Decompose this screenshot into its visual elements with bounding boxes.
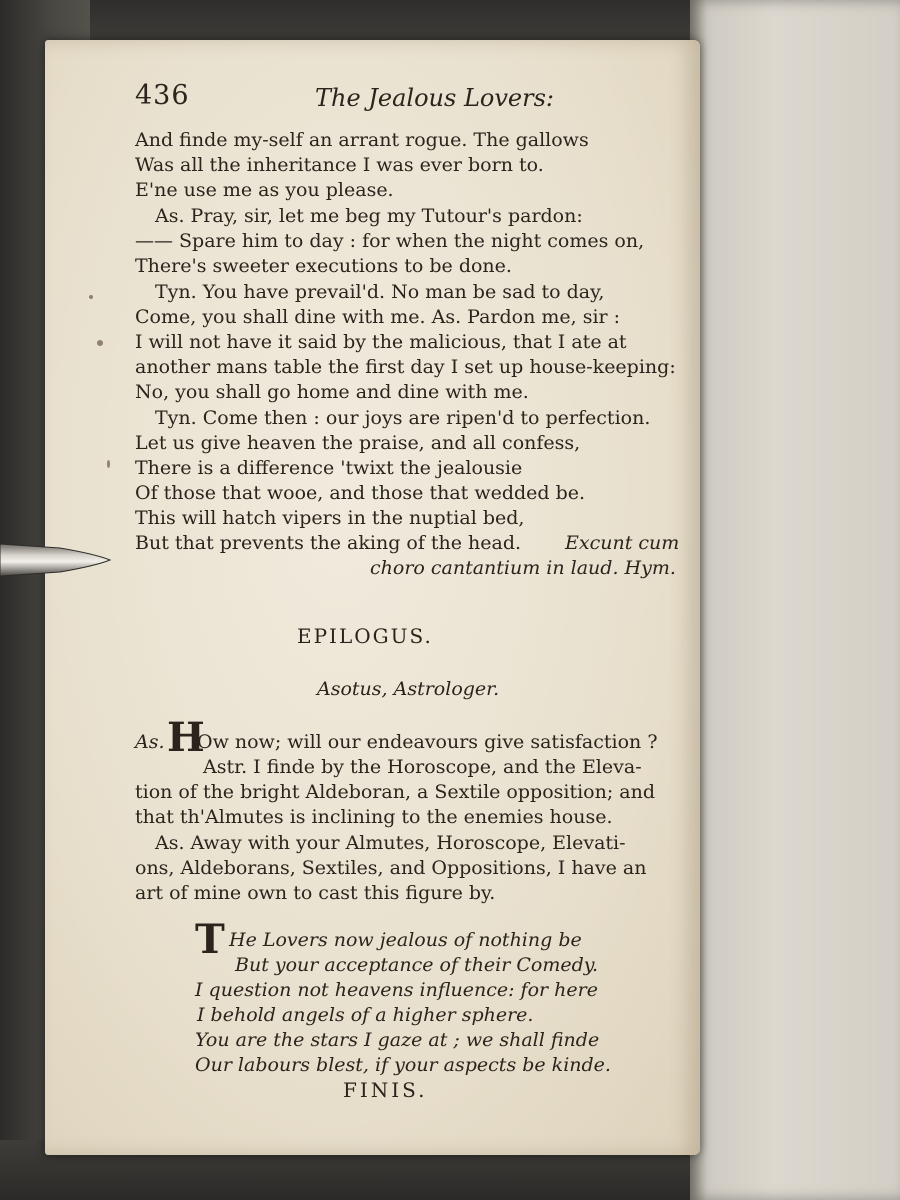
page-header bbox=[135, 80, 605, 120]
metal-page-weight bbox=[0, 538, 112, 582]
play-line: This will hatch vipers in the nuptial bed, bbox=[135, 507, 525, 529]
paper-speck bbox=[107, 460, 110, 468]
page-number: 436 bbox=[135, 80, 190, 111]
play-line: There's sweeter executions to be done. bbox=[135, 255, 512, 277]
paper-speck bbox=[97, 340, 103, 346]
play-line: There is a difference 'twixt the jealousie bbox=[135, 457, 523, 479]
play-line: —— Spare him to day : for when the night comes on, bbox=[135, 230, 645, 252]
play-line: And finde my-self an arrant rogue. The gallows bbox=[135, 129, 589, 151]
facing-pages-edge bbox=[690, 0, 900, 1200]
epilogue-line: that th'Almutes is inclining to the enemies house. bbox=[135, 806, 613, 828]
drop-cap: H bbox=[167, 714, 205, 761]
play-line: No, you shall go home and dine with me. bbox=[135, 381, 529, 403]
epilogue-line: ons, Aldeborans, Sextiles, and Oppositions, I have an bbox=[135, 857, 647, 879]
speaker-label: As. bbox=[135, 731, 165, 753]
play-line: I will not have it said by the malicious, that I ate at bbox=[135, 331, 627, 353]
epilogue-persons: Asotus, Astrologer. bbox=[317, 678, 500, 700]
play-line: E'ne use me as you please. bbox=[135, 179, 394, 201]
epilogue-line: art of mine own to cast this figure by. bbox=[135, 882, 496, 904]
epilogue-line: Astr. I finde by the Horoscope, and the Eleva- bbox=[203, 756, 642, 778]
epilogue-line: tion of the bright Aldeboran, a Sextile opposition; and bbox=[135, 781, 656, 803]
epilogue-line: Ow now; will our endeavours give satisfaction ? bbox=[197, 731, 658, 753]
verse-line: But your acceptance of their Comedy. bbox=[235, 954, 599, 976]
play-line: Let us give heaven the praise, and all confess, bbox=[135, 432, 581, 454]
epilogue-heading: EPILOGUS. bbox=[297, 624, 433, 648]
verse-line: Our labours blest, if your aspects be kinde. bbox=[195, 1054, 611, 1076]
play-line: But that prevents the aking of the head. bbox=[135, 532, 522, 554]
verse-line: I behold angels of a higher sphere. bbox=[197, 1004, 534, 1026]
play-line: As. Pray, sir, let me beg my Tutour's pardon: bbox=[155, 205, 583, 227]
stage-direction: Excunt cum bbox=[565, 532, 680, 554]
verse-line: You are the stars I gaze at ; we shall finde bbox=[195, 1029, 600, 1051]
book-page bbox=[45, 40, 700, 1155]
play-line: Tyn. Come then : our joys are ripen'd to perfection. bbox=[155, 407, 651, 429]
play-line: Was all the inheritance I was ever born to. bbox=[135, 154, 544, 176]
finis-label: FINIS. bbox=[343, 1078, 428, 1102]
play-line: Come, you shall dine with me. As. Pardon me, sir : bbox=[135, 306, 621, 328]
verse-line: I question not heavens influence: for here bbox=[195, 979, 598, 1001]
play-line: another mans table the first day I set up house-keeping: bbox=[135, 356, 676, 378]
play-line: Tyn. You have prevail'd. No man be sad to day, bbox=[155, 281, 605, 303]
epilogue-line: As. Away with your Almutes, Horoscope, Elevati- bbox=[155, 832, 626, 854]
drop-cap: T bbox=[195, 916, 225, 963]
stage-direction: choro cantantium in laud. Hym. bbox=[370, 557, 676, 579]
play-line: Of those that wooe, and those that wedded be. bbox=[135, 482, 586, 504]
verse-line: He Lovers now jealous of nothing be bbox=[229, 929, 582, 951]
paper-speck bbox=[89, 295, 93, 299]
running-title: The Jealous Lovers: bbox=[315, 84, 554, 112]
